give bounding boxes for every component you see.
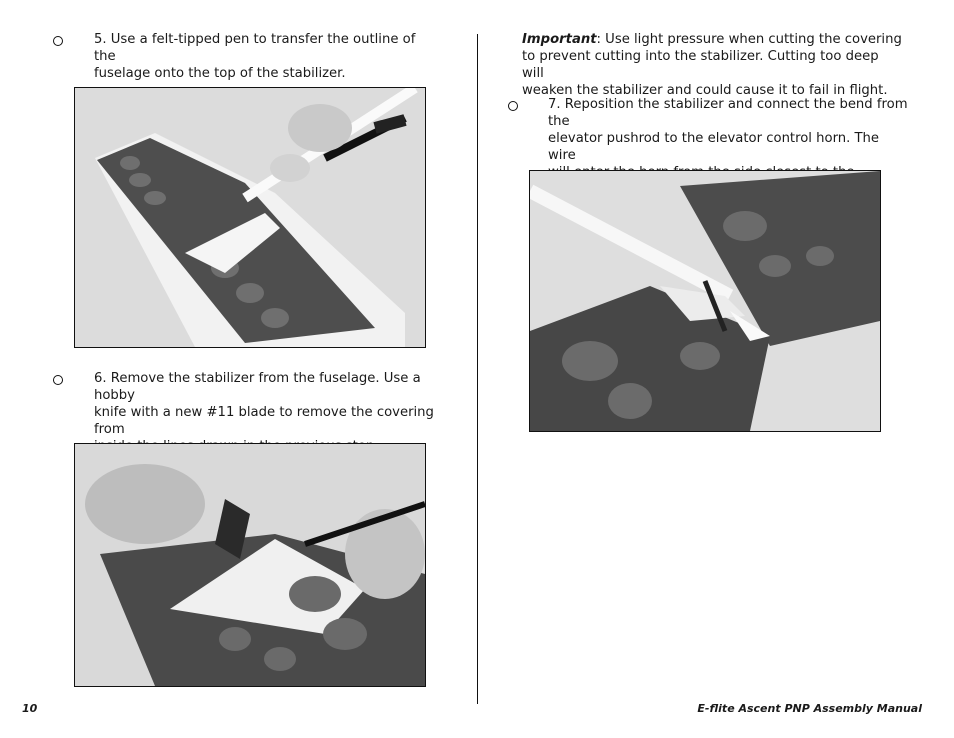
step-5-line: fuselage onto the top of the stabilizer. (94, 66, 346, 81)
photo-step-7-image (530, 171, 880, 431)
important-label: Important (522, 32, 597, 47)
manual-title: E-flite Ascent PNP Assembly Manual (697, 702, 922, 715)
step-6-line: knife with a new #11 blade to remove the covering from (94, 405, 434, 437)
photo-step-6-image (75, 444, 425, 686)
checkbox-step-5[interactable] (53, 36, 63, 46)
important-line (522, 31, 902, 48)
checkbox-step-7[interactable] (508, 101, 518, 111)
step-6-line: 6. Remove the stabilizer from the fuselage. Use a hobby (94, 371, 421, 403)
step-7-line: elevator pushrod to the elevator control horn. The wire (548, 131, 880, 163)
important-line: weaken the stabilizer and could cause it to fail in flight. (522, 83, 888, 98)
page-number: 10 (22, 702, 38, 715)
important-text: : Use light pressure when cutting the covering (596, 32, 902, 47)
step-7-line: 7. Reposition the stabilizer and connect the bend from the (548, 97, 908, 129)
photo-step-5 (74, 87, 426, 348)
column-divider (477, 34, 478, 704)
step-5-text (94, 31, 424, 82)
important-note (522, 31, 902, 99)
checkbox-step-6[interactable] (53, 375, 63, 385)
photo-step-5-image (75, 88, 425, 347)
important-line: to prevent cutting into the stabilizer. Cutting too deep will (522, 49, 879, 81)
photo-step-6 (74, 443, 426, 687)
photo-step-7 (529, 170, 881, 432)
step-5-line: 5. Use a felt-tipped pen to transfer the outline of the (94, 32, 416, 64)
